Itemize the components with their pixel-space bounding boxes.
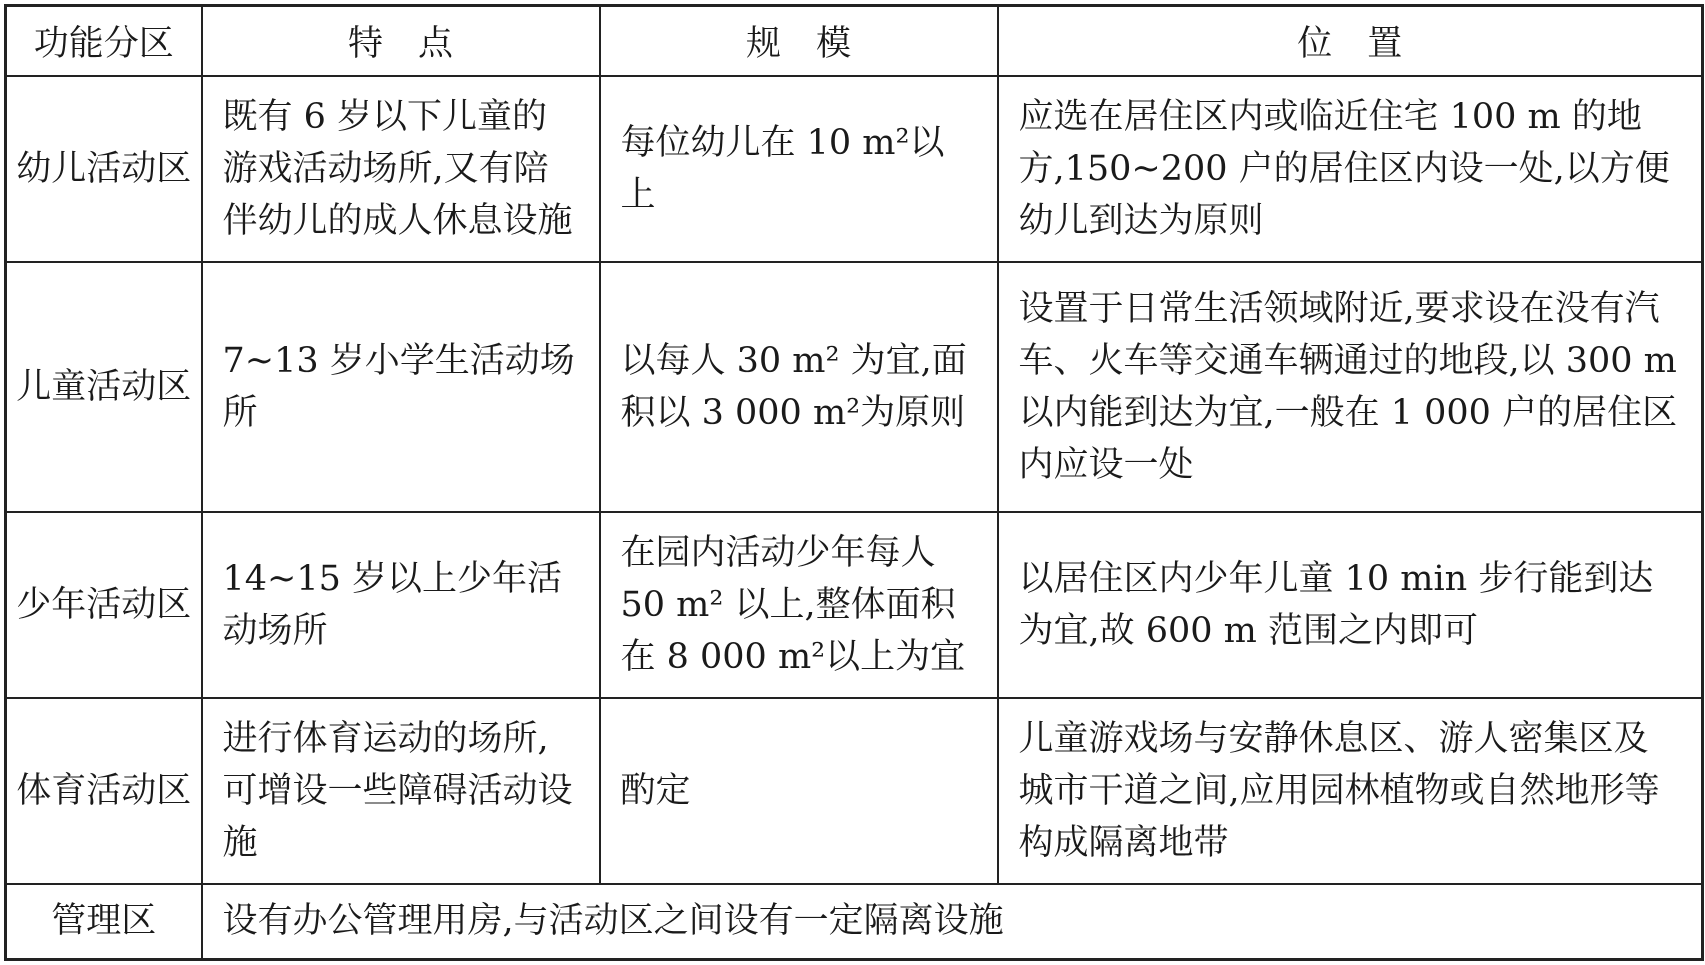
table-row (6, 698, 1703, 884)
location-cell: 应选在居住区内或临近住宅 100 m 的地方,150~200 户的居住区内设一处,以方便幼儿到达为原则 (998, 76, 1703, 262)
park-zoning-table (4, 4, 1704, 961)
table-container (4, 4, 1701, 961)
zone-cell: 儿童活动区 (6, 262, 202, 513)
table-row (6, 512, 1703, 698)
zone-cell: 幼儿活动区 (6, 76, 202, 262)
header-row (6, 6, 1703, 77)
scale-cell: 酌定 (600, 698, 998, 884)
features-cell: 14~15 岁以上少年活动场所 (202, 512, 600, 698)
management-description-cell: 设有办公管理用房,与活动区之间设有一定隔离设施 (202, 884, 1703, 960)
header-scale: 规 模 (600, 6, 998, 77)
table-row-management (6, 884, 1703, 960)
header-features: 特 点 (202, 6, 600, 77)
header-location: 位 置 (998, 6, 1703, 77)
location-cell: 以居住区内少年儿童 10 min 步行能到达为宜,故 600 m 范围之内即可 (998, 512, 1703, 698)
table-row (6, 262, 1703, 513)
scale-cell: 以每人 30 m² 为宜,面积以 3 000 m²为原则 (600, 262, 998, 513)
location-cell: 儿童游戏场与安静休息区、游人密集区及城市干道之间,应用园林植物或自然地形等构成隔离地带 (998, 698, 1703, 884)
features-cell: 7~13 岁小学生活动场所 (202, 262, 600, 513)
features-cell: 进行体育运动的场所,可增设一些障碍活动设施 (202, 698, 600, 884)
scale-cell: 在园内活动少年每人 50 m² 以上,整体面积在 8 000 m²以上为宜 (600, 512, 998, 698)
zone-cell: 体育活动区 (6, 698, 202, 884)
scale-cell: 每位幼儿在 10 m²以上 (600, 76, 998, 262)
location-cell: 设置于日常生活领域附近,要求设在没有汽车、火车等交通车辆通过的地段,以 300 m 以内能到达为宜,一般在 1 000 户的居住区内应设一处 (998, 262, 1703, 513)
zone-cell: 管理区 (6, 884, 202, 960)
zone-cell: 少年活动区 (6, 512, 202, 698)
table-row (6, 76, 1703, 262)
header-zone: 功能分区 (6, 6, 202, 77)
features-cell: 既有 6 岁以下儿童的游戏活动场所,又有陪伴幼儿的成人休息设施 (202, 76, 600, 262)
